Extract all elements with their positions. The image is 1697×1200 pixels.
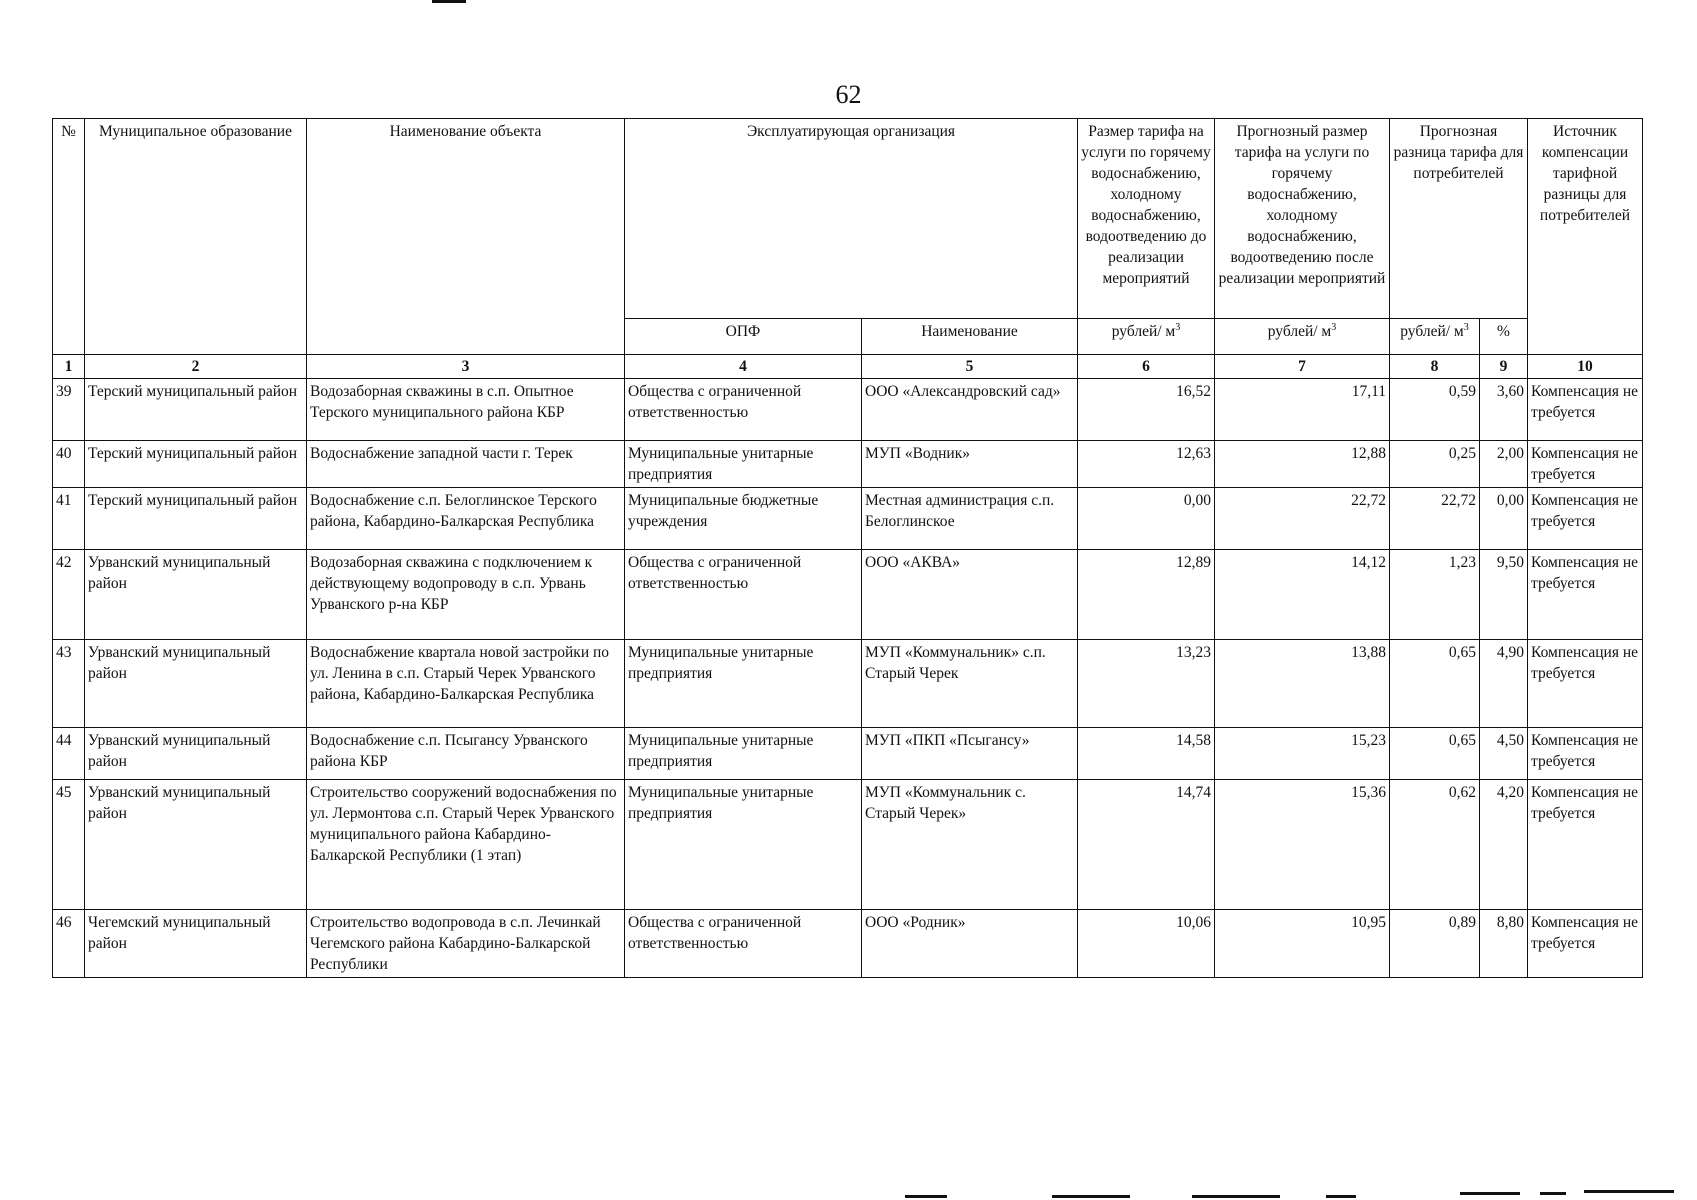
opf-cell: Муниципальные бюджетные учреждения bbox=[625, 488, 862, 550]
column-number-row bbox=[53, 355, 1643, 379]
tariff-before-cell: 14,74 bbox=[1078, 780, 1215, 910]
tariff-before-cell: 0,00 bbox=[1078, 488, 1215, 550]
scan-artifact-bottom bbox=[1460, 1192, 1520, 1195]
diff-rub-cell: 0,59 bbox=[1390, 379, 1480, 441]
source-cell: Компенсация не требуется bbox=[1528, 910, 1643, 978]
source-cell: Компенсация не требуется bbox=[1528, 728, 1643, 780]
column-number: 7 bbox=[1215, 355, 1390, 379]
scan-artifact-bottom bbox=[1326, 1195, 1356, 1198]
tariff-forecast-cell: 17,11 bbox=[1215, 379, 1390, 441]
object-cell: Водозаборная скважины в с.п. Опытное Терского муниципального района КБР bbox=[307, 379, 625, 441]
column-number: 5 bbox=[862, 355, 1078, 379]
object-cell: Строительство сооружений водоснабжения по ул. Лермонтова с.п. Старый Черек Урванского муниципального района Кабардино-Балкарской Республики (1 этап) bbox=[307, 780, 625, 910]
org-cell: МУП «Коммунальник с. Старый Черек» bbox=[862, 780, 1078, 910]
table-row bbox=[53, 910, 1643, 978]
tariff-forecast-cell: 15,23 bbox=[1215, 728, 1390, 780]
table-row bbox=[53, 780, 1643, 910]
diff-percent-cell: 3,60 bbox=[1480, 379, 1528, 441]
opf-cell: Муниципальные унитарные предприятия bbox=[625, 640, 862, 728]
header-municipality: Муниципальное образование bbox=[85, 119, 307, 355]
table-row bbox=[53, 550, 1643, 640]
municipality-cell: Терский муниципальный район bbox=[85, 441, 307, 488]
column-number: 10 bbox=[1528, 355, 1643, 379]
header-tariff-forecast: Прогнозный размер тарифа на услуги по горячему водоснабжению, холодному водоснабжению, водоотведению после реализации мероприятий bbox=[1215, 119, 1390, 319]
diff-rub-cell: 0,25 bbox=[1390, 441, 1480, 488]
header-compensation-source: Источник компенсации тарифной разницы для потребителей bbox=[1528, 119, 1643, 355]
tariff-before-cell: 16,52 bbox=[1078, 379, 1215, 441]
source-cell: Компенсация не требуется bbox=[1528, 488, 1643, 550]
diff-rub-cell: 0,65 bbox=[1390, 728, 1480, 780]
table-row bbox=[53, 441, 1643, 488]
tariff-before-cell: 14,58 bbox=[1078, 728, 1215, 780]
header-opf: ОПФ bbox=[625, 319, 862, 355]
diff-rub-cell: 1,23 bbox=[1390, 550, 1480, 640]
diff-percent-cell: 8,80 bbox=[1480, 910, 1528, 978]
table-row bbox=[53, 640, 1643, 728]
source-cell: Компенсация не требуется bbox=[1528, 780, 1643, 910]
org-cell: ООО «Родник» bbox=[862, 910, 1078, 978]
opf-cell: Общества с ограниченной ответственностью bbox=[625, 550, 862, 640]
diff-percent-cell: 2,00 bbox=[1480, 441, 1528, 488]
row-number: 43 bbox=[53, 640, 85, 728]
municipality-cell: Урванский муниципальный район bbox=[85, 780, 307, 910]
opf-cell: Муниципальные унитарные предприятия bbox=[625, 780, 862, 910]
source-cell: Компенсация не требуется bbox=[1528, 379, 1643, 441]
org-cell: МУП «Водник» bbox=[862, 441, 1078, 488]
header-number: № bbox=[53, 119, 85, 355]
column-number: 3 bbox=[307, 355, 625, 379]
header-object: Наименование объекта bbox=[307, 119, 625, 355]
tariff-forecast-cell: 15,36 bbox=[1215, 780, 1390, 910]
municipality-cell: Терский муниципальный район bbox=[85, 379, 307, 441]
scan-artifact-bottom bbox=[1540, 1192, 1566, 1195]
unit-superscript: 3 bbox=[1463, 321, 1469, 333]
unit-superscript: 3 bbox=[1331, 321, 1337, 333]
object-cell: Строительство водопровода в с.п. Лечинкай Чегемского района Кабардино-Балкарской Республики bbox=[307, 910, 625, 978]
header-org-name: Наименование bbox=[862, 319, 1078, 355]
header-unit-before bbox=[1078, 319, 1215, 355]
org-cell: МУП «Коммунальник» с.п. Старый Черек bbox=[862, 640, 1078, 728]
municipality-cell: Урванский муниципальный район bbox=[85, 728, 307, 780]
opf-cell: Муниципальные унитарные предприятия bbox=[625, 441, 862, 488]
header-unit-diff bbox=[1390, 319, 1480, 355]
tariff-before-cell: 12,89 bbox=[1078, 550, 1215, 640]
scan-artifact-top bbox=[432, 0, 466, 3]
row-number: 41 bbox=[53, 488, 85, 550]
unit-label: рублей/ м bbox=[1267, 323, 1332, 340]
unit-superscript: 3 bbox=[1175, 321, 1181, 333]
diff-percent-cell: 4,20 bbox=[1480, 780, 1528, 910]
table-row bbox=[53, 488, 1643, 550]
org-cell: ООО «АКВА» bbox=[862, 550, 1078, 640]
source-cell: Компенсация не требуется bbox=[1528, 640, 1643, 728]
unit-label: рублей/ м bbox=[1400, 323, 1464, 340]
tariff-table bbox=[52, 118, 1643, 978]
header-percent: % bbox=[1480, 319, 1528, 355]
row-number: 44 bbox=[53, 728, 85, 780]
table-header bbox=[53, 119, 1643, 379]
page-number: 62 bbox=[835, 80, 862, 109]
header-difference: Прогнозная разница тарифа для потребителей bbox=[1390, 119, 1528, 319]
object-cell: Водоснабжение квартала новой застройки по ул. Ленина в с.п. Старый Черек Урванского района, Кабардино-Балкарская Республика bbox=[307, 640, 625, 728]
header-operator: Эксплуатирующая организация bbox=[625, 119, 1078, 319]
header-tariff-before: Размер тарифа на услуги по горячему водоснабжению, холодному водоснабжению, водоотведению до реализации мероприятий bbox=[1078, 119, 1215, 319]
municipality-cell: Чегемский муниципальный район bbox=[85, 910, 307, 978]
scan-artifact-bottom bbox=[905, 1195, 947, 1198]
row-number: 45 bbox=[53, 780, 85, 910]
diff-percent-cell: 4,50 bbox=[1480, 728, 1528, 780]
opf-cell: Общества с ограниченной ответственностью bbox=[625, 910, 862, 978]
table-row bbox=[53, 379, 1643, 441]
object-cell: Водоснабжение западной части г. Терек bbox=[307, 441, 625, 488]
municipality-cell: Урванский муниципальный район bbox=[85, 640, 307, 728]
org-cell: Местная администрация с.п. Белоглинское bbox=[862, 488, 1078, 550]
column-number: 8 bbox=[1390, 355, 1480, 379]
diff-percent-cell: 0,00 bbox=[1480, 488, 1528, 550]
row-number: 39 bbox=[53, 379, 85, 441]
opf-cell: Общества с ограниченной ответственностью bbox=[625, 379, 862, 441]
tariff-before-cell: 10,06 bbox=[1078, 910, 1215, 978]
tariff-forecast-cell: 10,95 bbox=[1215, 910, 1390, 978]
municipality-cell: Терский муниципальный район bbox=[85, 488, 307, 550]
column-number: 4 bbox=[625, 355, 862, 379]
tariff-before-cell: 12,63 bbox=[1078, 441, 1215, 488]
opf-cell: Муниципальные унитарные предприятия bbox=[625, 728, 862, 780]
row-number: 42 bbox=[53, 550, 85, 640]
tariff-forecast-cell: 13,88 bbox=[1215, 640, 1390, 728]
diff-percent-cell: 4,90 bbox=[1480, 640, 1528, 728]
source-cell: Компенсация не требуется bbox=[1528, 441, 1643, 488]
scan-artifact-bottom bbox=[1052, 1195, 1130, 1198]
municipality-cell: Урванский муниципальный район bbox=[85, 550, 307, 640]
org-cell: МУП «ПКП «Псыгансу» bbox=[862, 728, 1078, 780]
scan-artifact-bottom bbox=[1584, 1190, 1674, 1193]
row-number: 40 bbox=[53, 441, 85, 488]
diff-rub-cell: 0,65 bbox=[1390, 640, 1480, 728]
row-number: 46 bbox=[53, 910, 85, 978]
source-cell: Компенсация не требуется bbox=[1528, 550, 1643, 640]
table-row bbox=[53, 728, 1643, 780]
object-cell: Водоснабжение с.п. Псыгансу Урванского района КБР bbox=[307, 728, 625, 780]
object-cell: Водоснабжение с.п. Белоглинское Терского района, Кабардино-Балкарская Республика bbox=[307, 488, 625, 550]
tariff-forecast-cell: 12,88 bbox=[1215, 441, 1390, 488]
unit-label: рублей/ м bbox=[1111, 323, 1176, 340]
table-body bbox=[53, 379, 1643, 978]
column-number: 6 bbox=[1078, 355, 1215, 379]
tariff-forecast-cell: 14,12 bbox=[1215, 550, 1390, 640]
tariff-before-cell: 13,23 bbox=[1078, 640, 1215, 728]
diff-rub-cell: 0,89 bbox=[1390, 910, 1480, 978]
object-cell: Водозаборная скважина с подключением к действующему водопроводу в с.п. Урвань Урванского р-на КБР bbox=[307, 550, 625, 640]
tariff-forecast-cell: 22,72 bbox=[1215, 488, 1390, 550]
org-cell: ООО «Александровский сад» bbox=[862, 379, 1078, 441]
diff-rub-cell: 22,72 bbox=[1390, 488, 1480, 550]
column-number: 2 bbox=[85, 355, 307, 379]
column-number: 9 bbox=[1480, 355, 1528, 379]
column-number: 1 bbox=[53, 355, 85, 379]
diff-percent-cell: 9,50 bbox=[1480, 550, 1528, 640]
header-unit-forecast bbox=[1215, 319, 1390, 355]
scan-artifact-bottom bbox=[1192, 1195, 1280, 1198]
diff-rub-cell: 0,62 bbox=[1390, 780, 1480, 910]
